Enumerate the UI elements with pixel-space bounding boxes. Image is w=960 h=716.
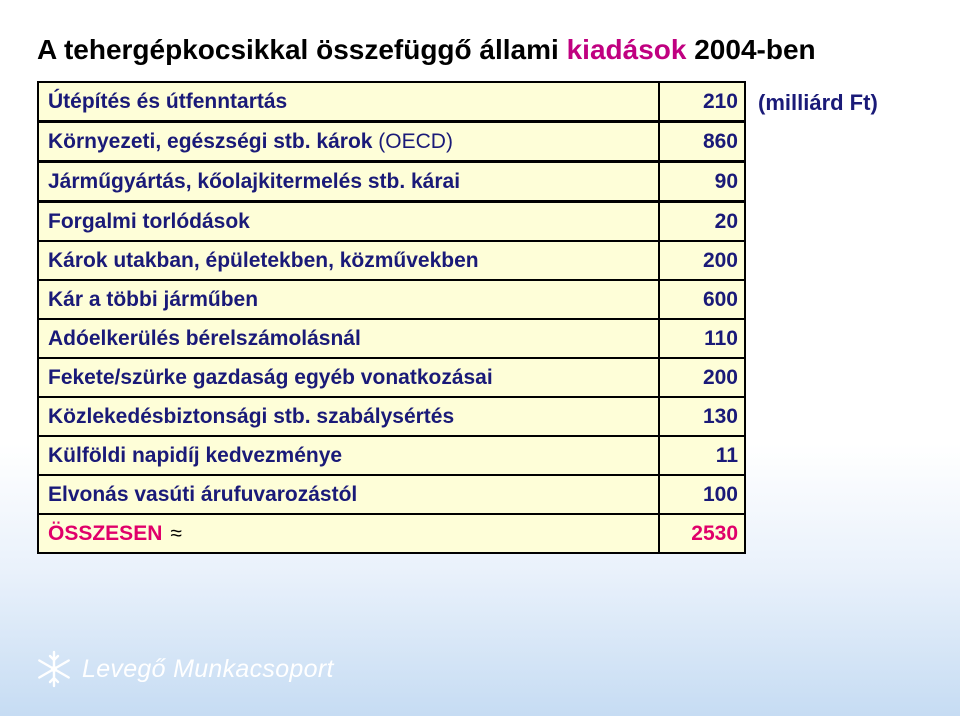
row-label: Kár a többi járműben <box>38 280 659 319</box>
table-row <box>38 436 745 475</box>
title-suffix: 2004-ben <box>686 34 816 65</box>
row-value: 100 <box>659 475 745 514</box>
row-value: 210 <box>659 82 745 122</box>
row-value: 200 <box>659 358 745 397</box>
logo-text: Levegő Munkacsoport <box>82 654 334 683</box>
row-value: 860 <box>659 122 745 162</box>
table-row <box>38 319 745 358</box>
row-label: Elvonás vasúti árufuvarozástól <box>38 475 659 514</box>
snowflake-icon <box>34 649 74 689</box>
row-label: Közlekedésbiztonsági stb. szabálysértés <box>38 397 659 436</box>
row-label: Forgalmi torlódások <box>38 202 659 242</box>
table-row <box>38 358 745 397</box>
row-label: Külföldi napidíj kedvezménye <box>38 436 659 475</box>
row-label: Járműgyártás, kőolajkitermelés stb. kárai <box>38 162 659 202</box>
title-highlight: kiadások <box>566 34 687 65</box>
title-prefix: A tehergépkocsikkal összefüggő állami <box>37 34 567 65</box>
approx-symbol: ≈ <box>170 521 182 545</box>
total-label: ÖSSZESEN ≈ <box>38 514 659 553</box>
total-row <box>38 514 745 553</box>
row-value: 20 <box>659 202 745 242</box>
row-value: 90 <box>659 162 745 202</box>
row-label: Adóelkerülés bérelszámolásnál <box>38 319 659 358</box>
row-label: Károk utakban, épületekben, közművekben <box>38 241 659 280</box>
row-value: 600 <box>659 280 745 319</box>
unit-label: (milliárd Ft) <box>758 90 878 115</box>
total-value: 2530 <box>659 514 745 553</box>
table-row <box>38 241 745 280</box>
row-label: Környezeti, egészségi stb. károk (OECD) <box>38 122 659 162</box>
table-row <box>38 475 745 514</box>
table-row <box>38 122 745 162</box>
table-row <box>38 202 745 242</box>
logo <box>34 646 334 692</box>
table-row <box>38 82 745 122</box>
page-title <box>37 34 816 66</box>
table-row <box>38 397 745 436</box>
table-row <box>38 280 745 319</box>
row-value: 110 <box>659 319 745 358</box>
table-row <box>38 162 745 202</box>
row-value: 11 <box>659 436 745 475</box>
row-label: Fekete/szürke gazdaság egyéb vonatkozásai <box>38 358 659 397</box>
expenses-table <box>37 81 746 554</box>
row-value: 130 <box>659 397 745 436</box>
row-value: 200 <box>659 241 745 280</box>
row-label: Útépítés és útfenntartás <box>38 82 659 122</box>
